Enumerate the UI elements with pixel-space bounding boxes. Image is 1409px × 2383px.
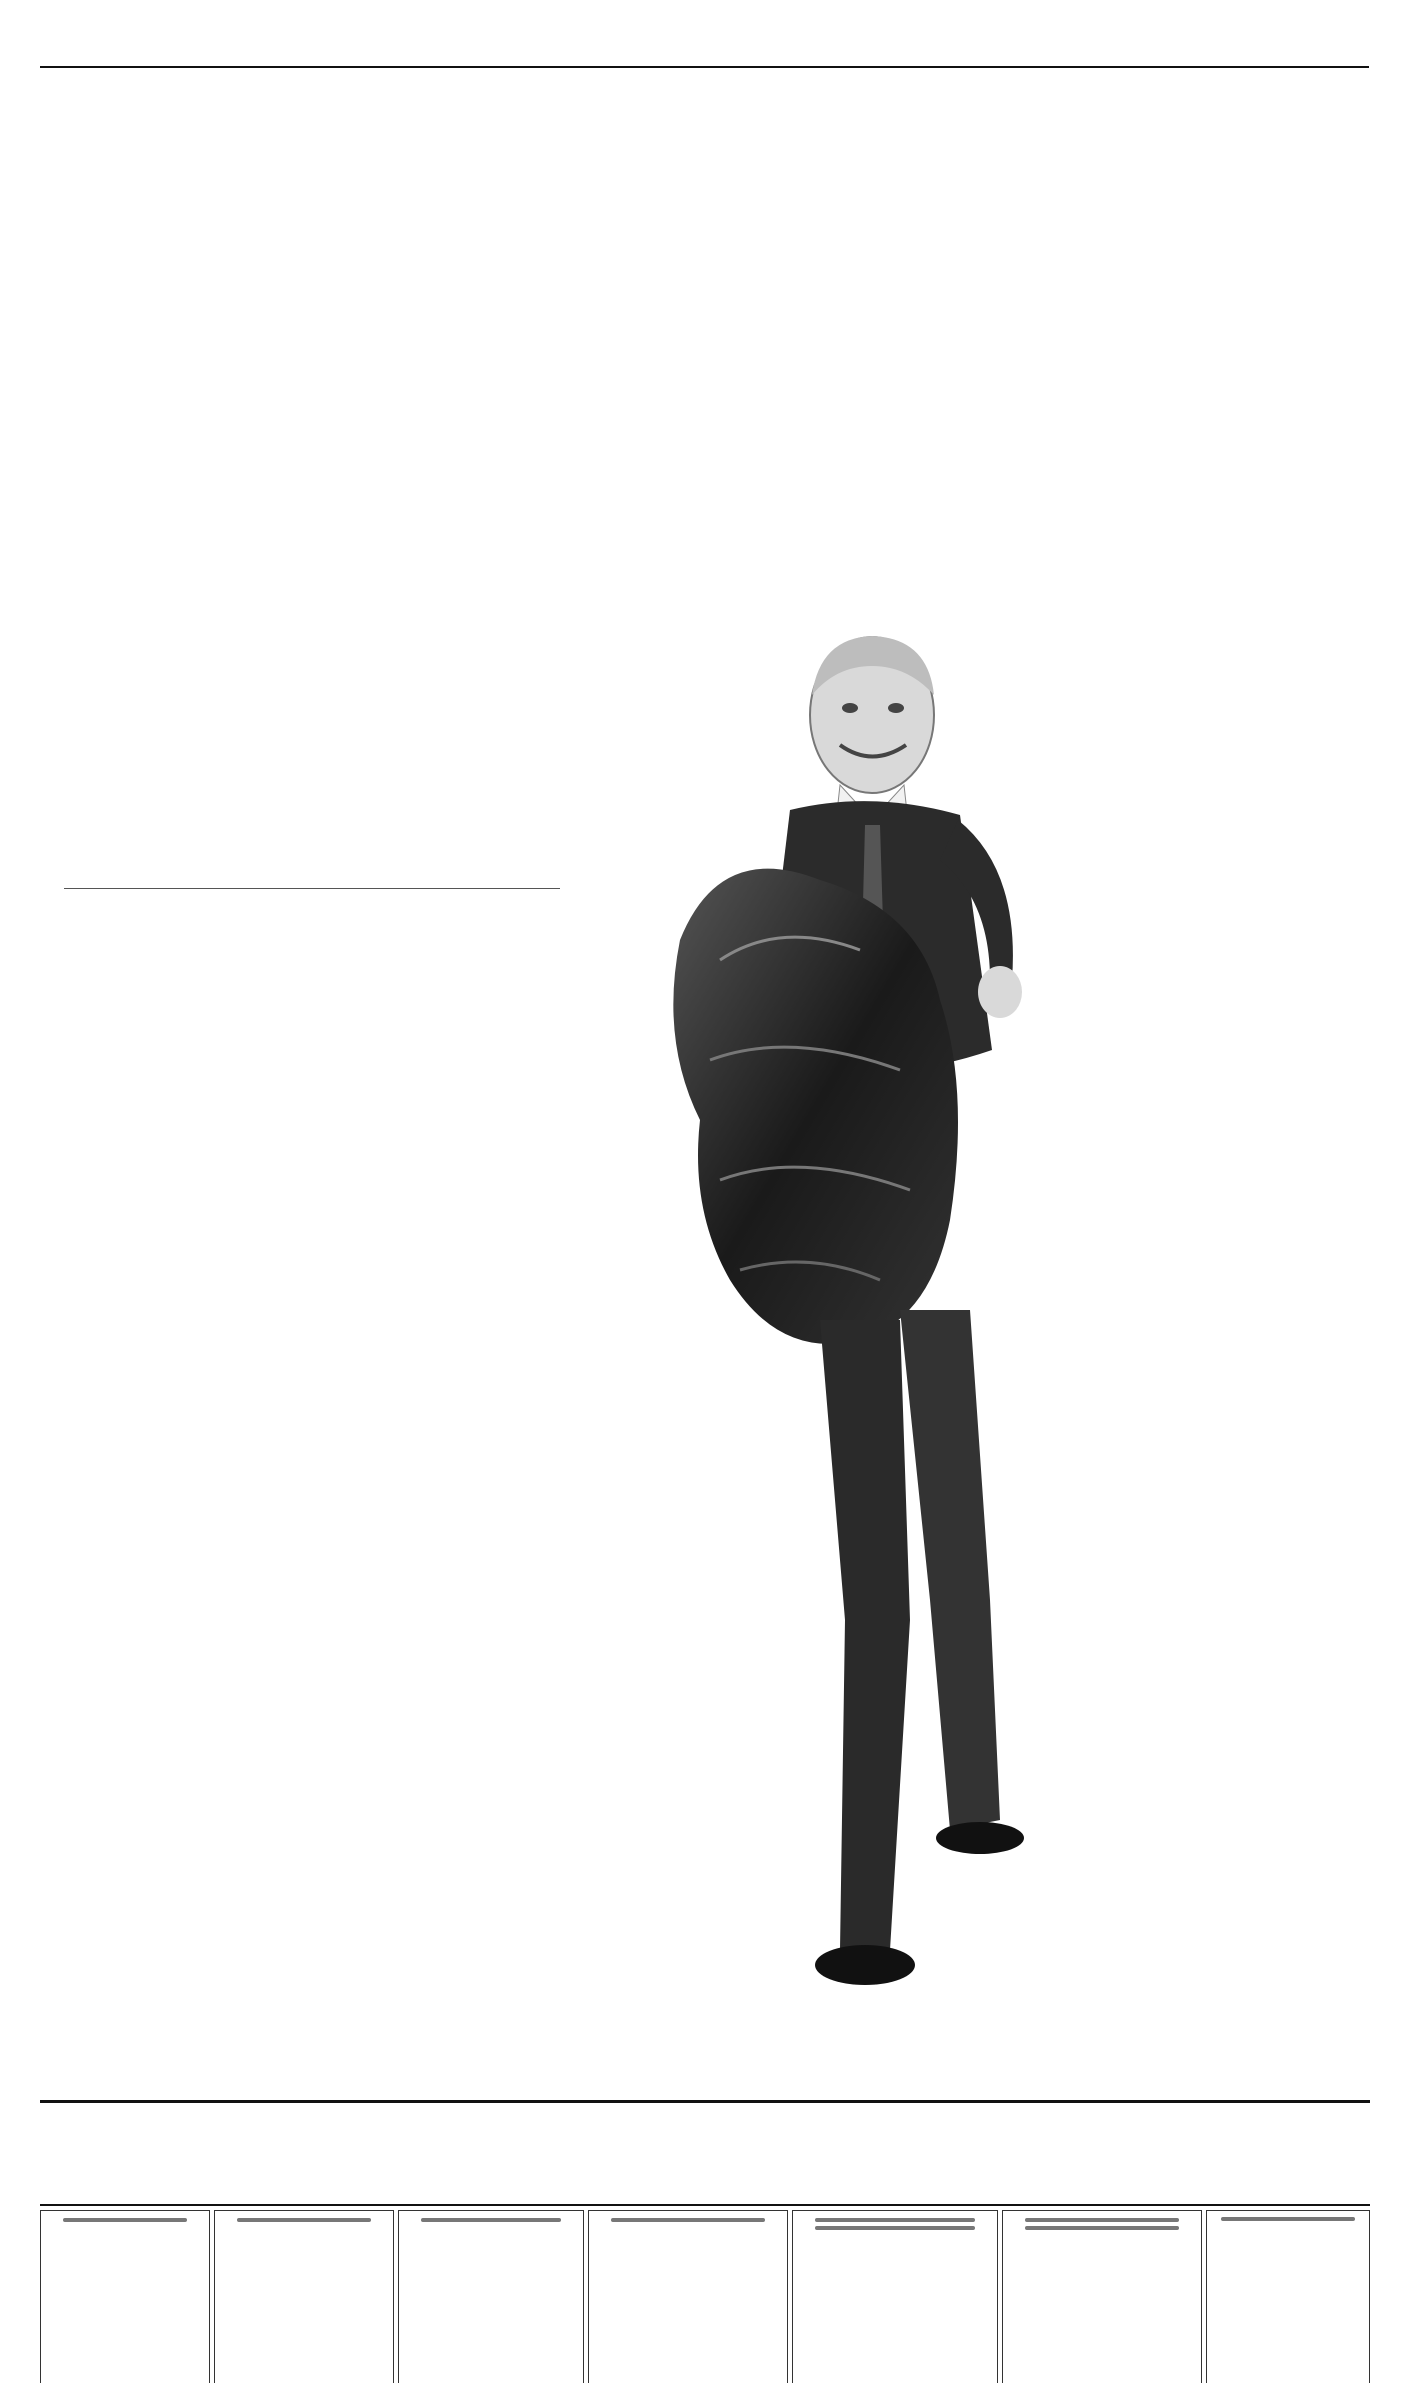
classified-col-3 — [398, 2210, 584, 2383]
staff-credits — [176, 34, 193, 49]
classifieds-mid-rule — [40, 2204, 1370, 2206]
story3-body — [1112, 848, 1348, 2084]
classified-col-7 — [1206, 2210, 1370, 2383]
classified-col6-title — [1025, 2218, 1179, 2222]
classified-col4-title — [611, 2218, 765, 2222]
classified-col-2 — [214, 2210, 394, 2383]
classified-col6-title2 — [1025, 2226, 1179, 2230]
classified-col3-title — [421, 2218, 561, 2222]
classifieds-phones — [820, 2120, 863, 2148]
classified-col-1 — [40, 2210, 210, 2383]
moyes-photo — [640, 620, 1140, 2090]
story2-lead-rule — [64, 888, 560, 889]
story2-col1 — [64, 900, 300, 2080]
classified-col2-title — [237, 2218, 371, 2222]
classified-col1-title — [63, 2218, 187, 2222]
classifieds-top-rule — [40, 2100, 1370, 2103]
story2-col2 — [326, 900, 562, 2080]
classified-col-4 — [588, 2210, 788, 2383]
issue-date — [176, 14, 184, 29]
classified-col5-title2 — [815, 2226, 975, 2230]
classified-col5-title — [815, 2218, 975, 2222]
classified-col-5 — [792, 2210, 998, 2383]
classified-col7-title — [1221, 2217, 1355, 2221]
classified-col-6 — [1002, 2210, 1202, 2383]
header-rule — [40, 66, 1369, 68]
